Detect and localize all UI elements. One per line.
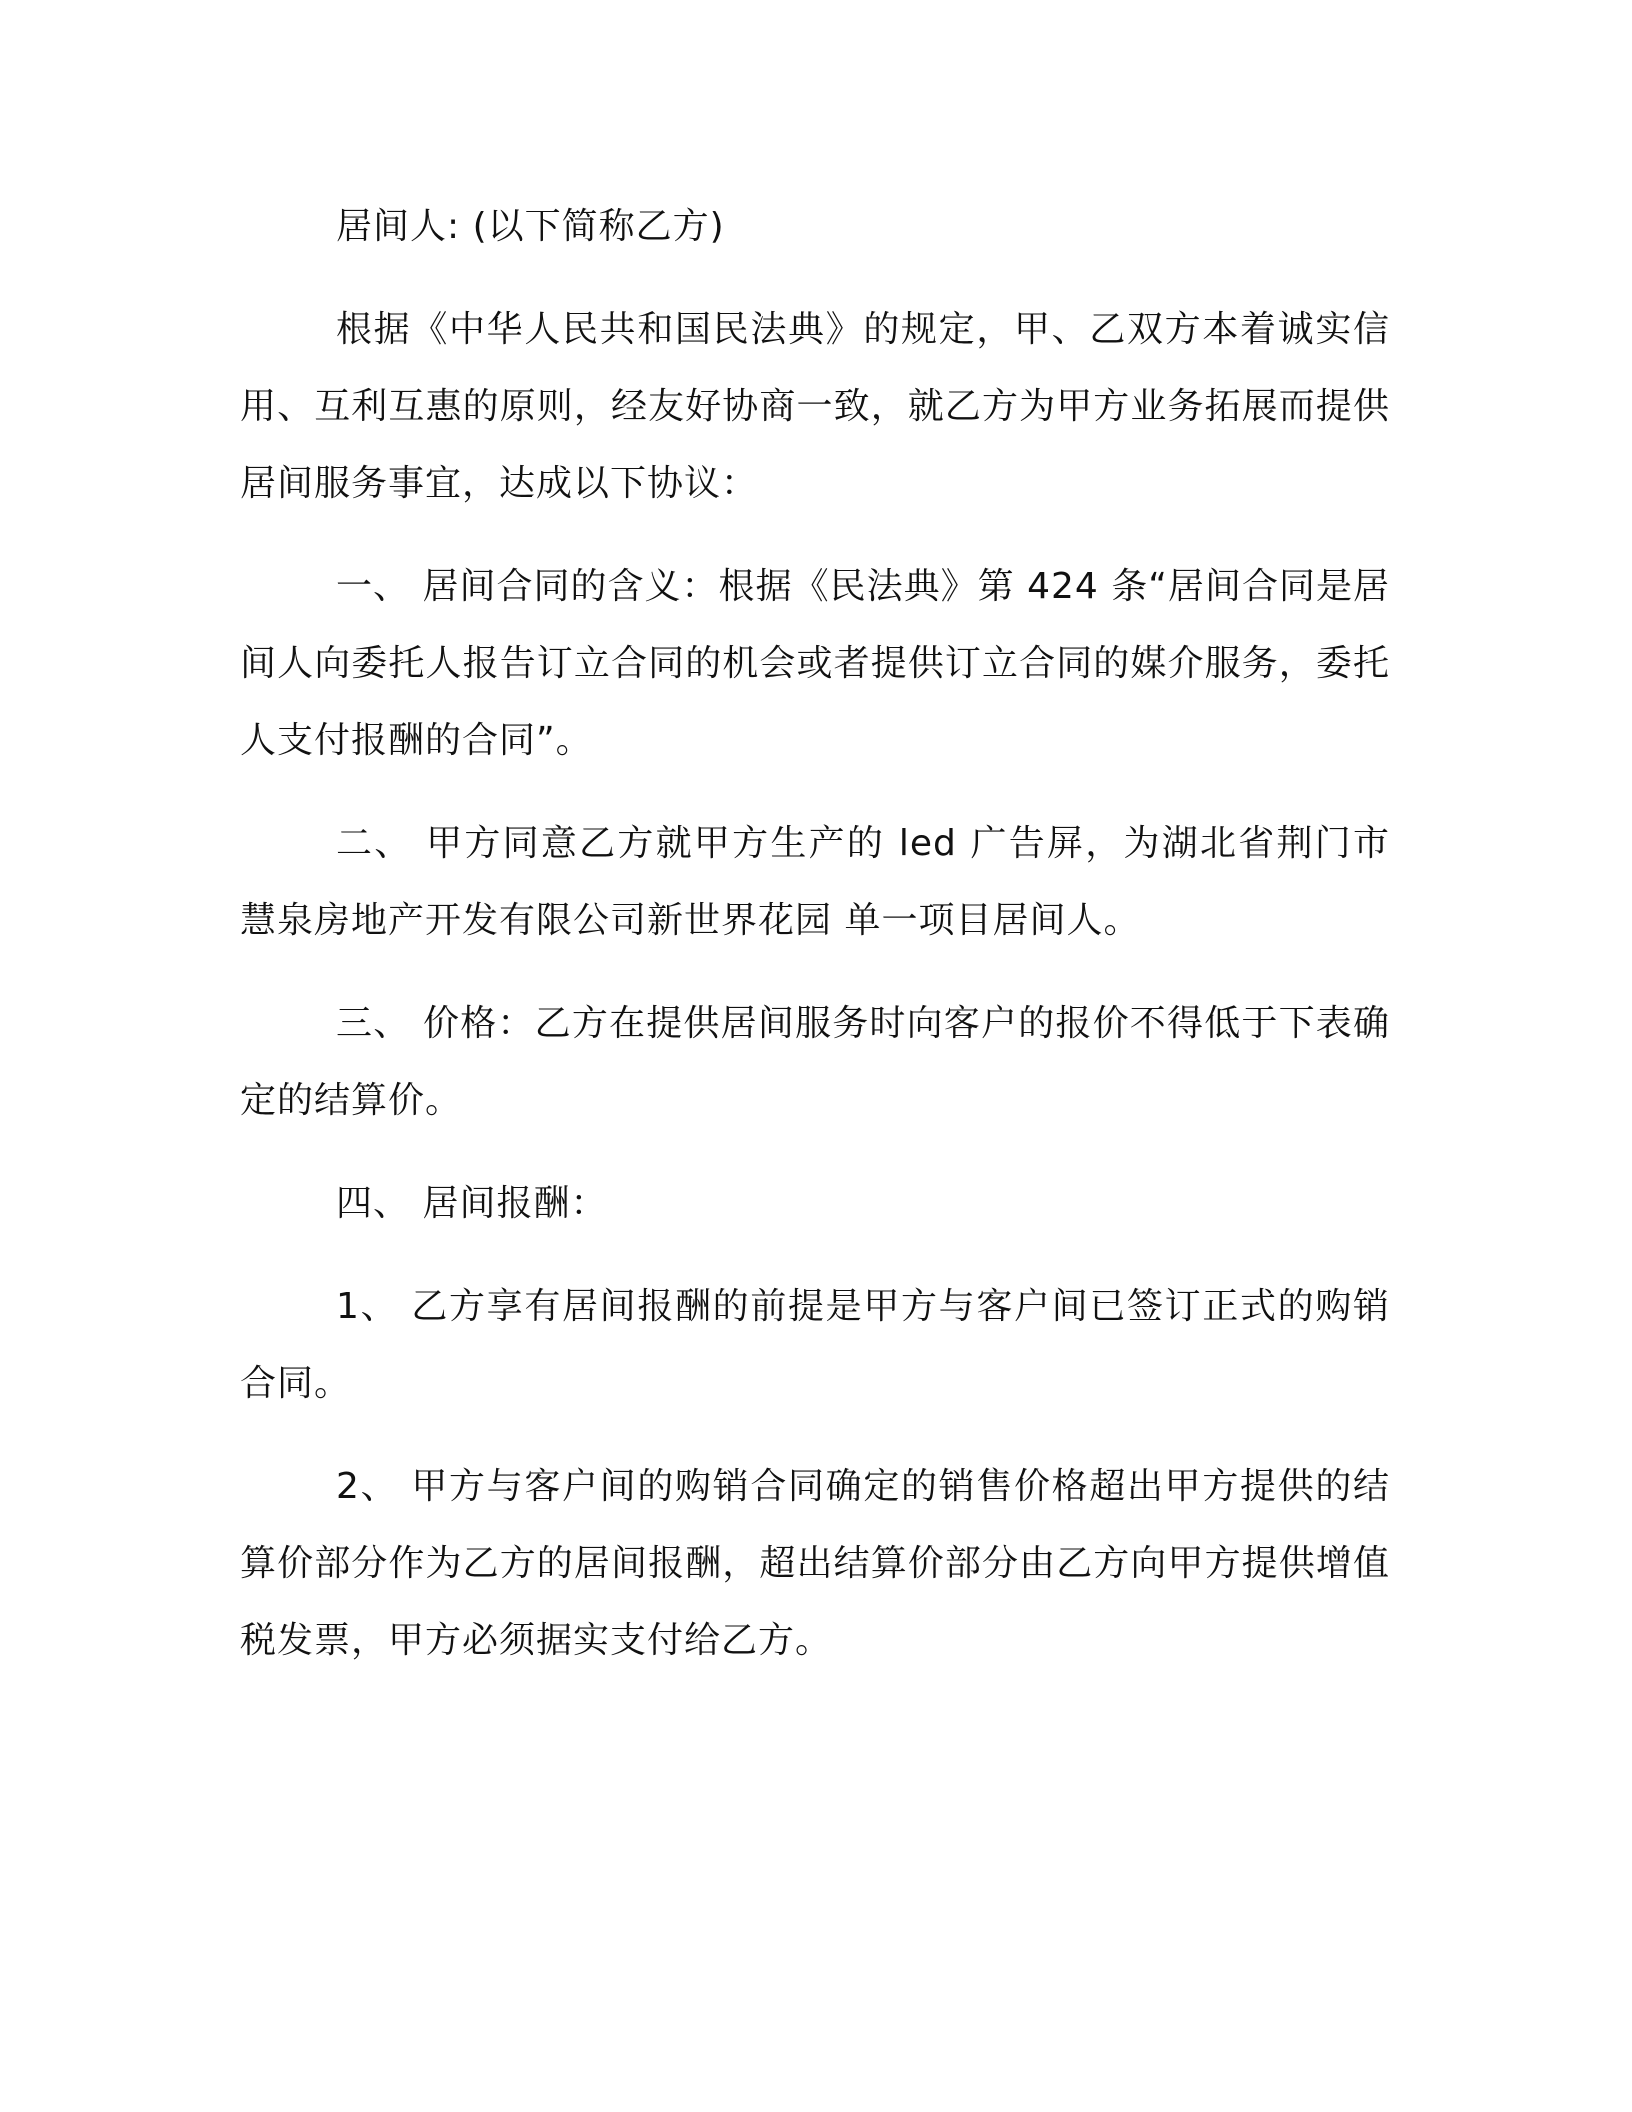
- clause-4-item-1: 1、 乙方享有居间报酬的前提是甲方与客户间已签订正式的购销合同。: [240, 1286, 1390, 1404]
- clause-3-price: 三、 价格：乙方在提供居间服务时向客户的报价不得低于下表确定的结算价。: [240, 1003, 1390, 1121]
- clause-1-definition: 一、 居间合同的含义：根据《民法典》第 424 条“居间合同是居间人向委托人报告订立合同的机会或者提供订立合同的媒介服务，委托人支付报酬的合同”。: [240, 566, 1390, 761]
- clause-2-scope: 二、 甲方同意乙方就甲方生产的 led 广告屏，为湖北省荆门市慧泉房地产开发有限公司新世界花园 单一项目居间人。: [240, 823, 1390, 941]
- clause-4-item-2: 2、 甲方与客户间的购销合同确定的销售价格超出甲方提供的结算价部分作为乙方的居间报酬，超出结算价部分由乙方向甲方提供增值税发票，甲方必须据实支付给乙方。: [240, 1466, 1390, 1661]
- preamble-paragraph: 根据《中华人民共和国民法典》的规定，甲、乙双方本着诚实信用、互利互惠的原则，经友好协商一致，就乙方为甲方业务拓展而提供居间服务事宜，达成以下协议：: [240, 309, 1390, 504]
- clause-4-heading: 四、 居间报酬：: [336, 1183, 608, 1224]
- document-body: [240, 188, 1390, 1705]
- intermediary-party-line: 居间人: (以下简称乙方): [336, 206, 725, 247]
